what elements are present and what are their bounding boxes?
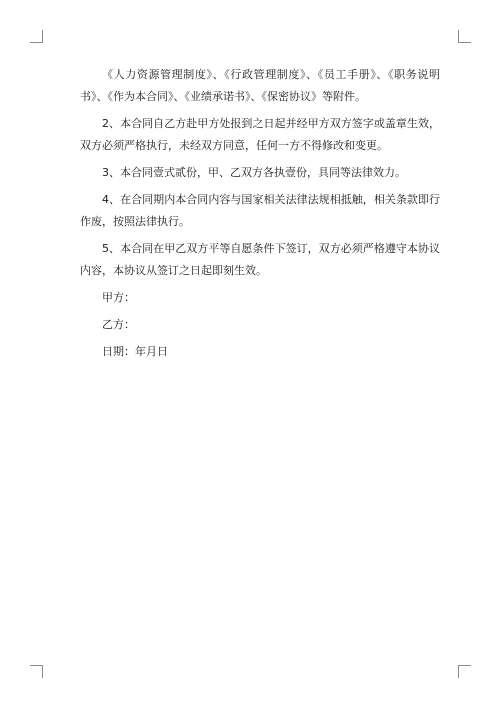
- paragraph-clause-4: 4、在合同期内本合同内容与国家相关法律法规相抵触，相关条款即行作废，按照法律执行。: [80, 193, 440, 228]
- signature-party-a: 甲方：: [102, 291, 135, 304]
- document-body: [80, 64, 440, 368]
- crop-mark-top-left: [30, 30, 43, 43]
- crop-mark-top-right: [458, 30, 471, 43]
- paragraph-attachments: 《人力资源管理制度》、《行政管理制度》、《员工手册》、《职务说明书》、《作为本合同》、《业绩承诺书》、《保密协议》等附件。: [80, 68, 440, 103]
- signature-date: 日期：年月日: [102, 345, 168, 358]
- paragraph-clause-3: 3、本合同壹式贰份，甲、乙双方各执壹份，具同等法律效力。: [102, 166, 406, 179]
- signature-party-b: 乙方：: [102, 318, 135, 331]
- crop-mark-bottom-right: [458, 665, 471, 678]
- paragraph-clause-2: 2、本合同自乙方赴甲方处报到之日起并经甲方双方签字或盖章生效，双方必须严格执行，未经双方同意，任何一方不得修改和变更。: [80, 117, 440, 152]
- crop-mark-bottom-left: [30, 665, 43, 678]
- paragraph-clause-5: 5、本合同在甲乙双方平等自愿条件下签订，双方必须严格遵守本协议内容，本协议从签订之日起即刻生效。: [80, 242, 440, 277]
